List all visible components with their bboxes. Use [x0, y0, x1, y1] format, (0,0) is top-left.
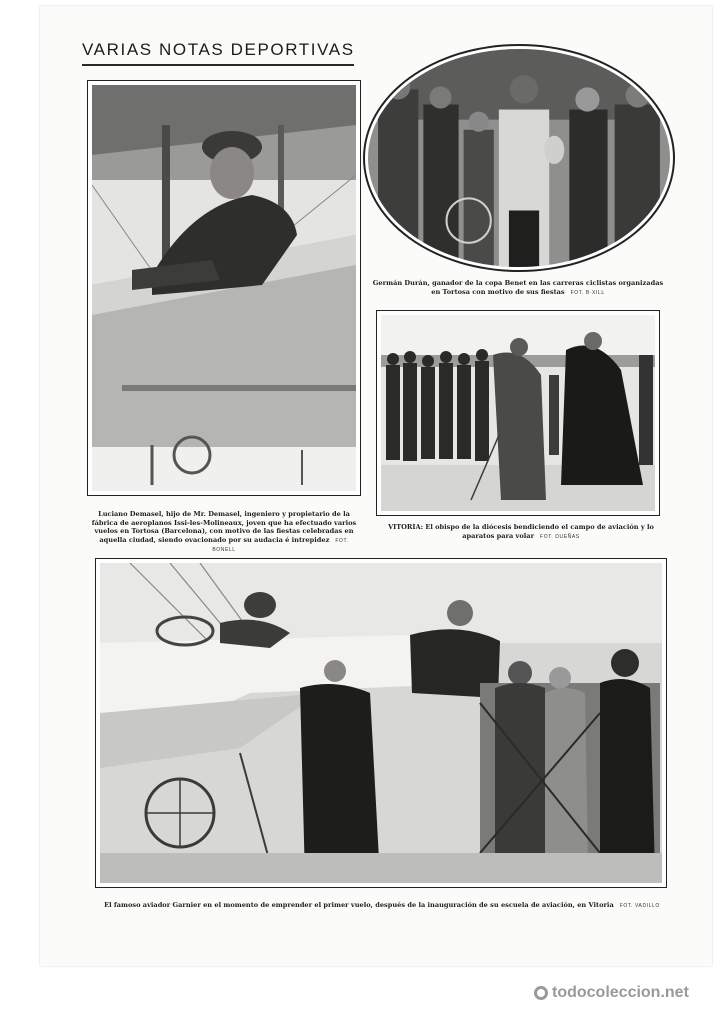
watermark — [534, 984, 689, 1002]
bishop-blessing-caption — [376, 523, 666, 541]
aviator-portrait-photo — [87, 80, 361, 496]
watermark-text: todocoleccion.net — [552, 984, 689, 1001]
cyclist-oval-image — [368, 49, 670, 267]
bishop-blessing-image — [381, 315, 655, 511]
watermark-logo-icon — [534, 986, 548, 1000]
bishop-blessing-caption-text: El obispo de la diócesis bendiciendo el campo de aviación y lo aparatos para volar — [425, 523, 654, 540]
bishop-blessing-photo — [376, 310, 660, 516]
bishop-blessing-caption-lead: VITORIA: — [388, 523, 424, 531]
cyclist-oval-caption — [370, 279, 666, 297]
aviator-portrait-credit: FOT. BONELL — [212, 537, 349, 554]
garnier-monoplane-caption-text: El famoso aviador Garnier en el momento de emprender el primer vuelo, después de la inauguración de su escuela de aviación, en Vitoria — [104, 901, 614, 909]
garnier-monoplane-image — [100, 563, 662, 883]
aviator-portrait-image — [92, 85, 356, 491]
aviator-portrait-caption-text: Luciano Demasel, hijo de Mr. Demasel, ingeniero y propietario de la fábrica de aeroplanos Issi-les-Molineaux, joven que ha efectuado varios vuelos en Tortosa (Barcelona), con motivo de las fiestas celebradas en aquella ciudad, siendo ovacionado por su audacia é intrepidez — [91, 510, 357, 544]
bishop-blessing-credit: FOT. DUEÑAS — [540, 533, 580, 540]
page-title: VARIAS NOTAS DEPORTIVAS — [82, 40, 355, 59]
aviator-portrait-caption — [87, 510, 361, 555]
garnier-monoplane-caption — [82, 901, 682, 911]
garnier-monoplane-credit: FOT. VADILLO — [619, 903, 660, 909]
garnier-monoplane-photo — [95, 558, 667, 888]
cyclist-oval-credit: FOT. B·XILL — [570, 289, 605, 296]
cyclist-oval-photo — [363, 44, 675, 272]
title-rule — [82, 64, 354, 66]
cyclist-oval-caption-text: Germán Durán, ganador de la copa Benet en las carreras ciclistas organizadas en Tortosa con motivo de sus fiestas — [372, 279, 664, 296]
